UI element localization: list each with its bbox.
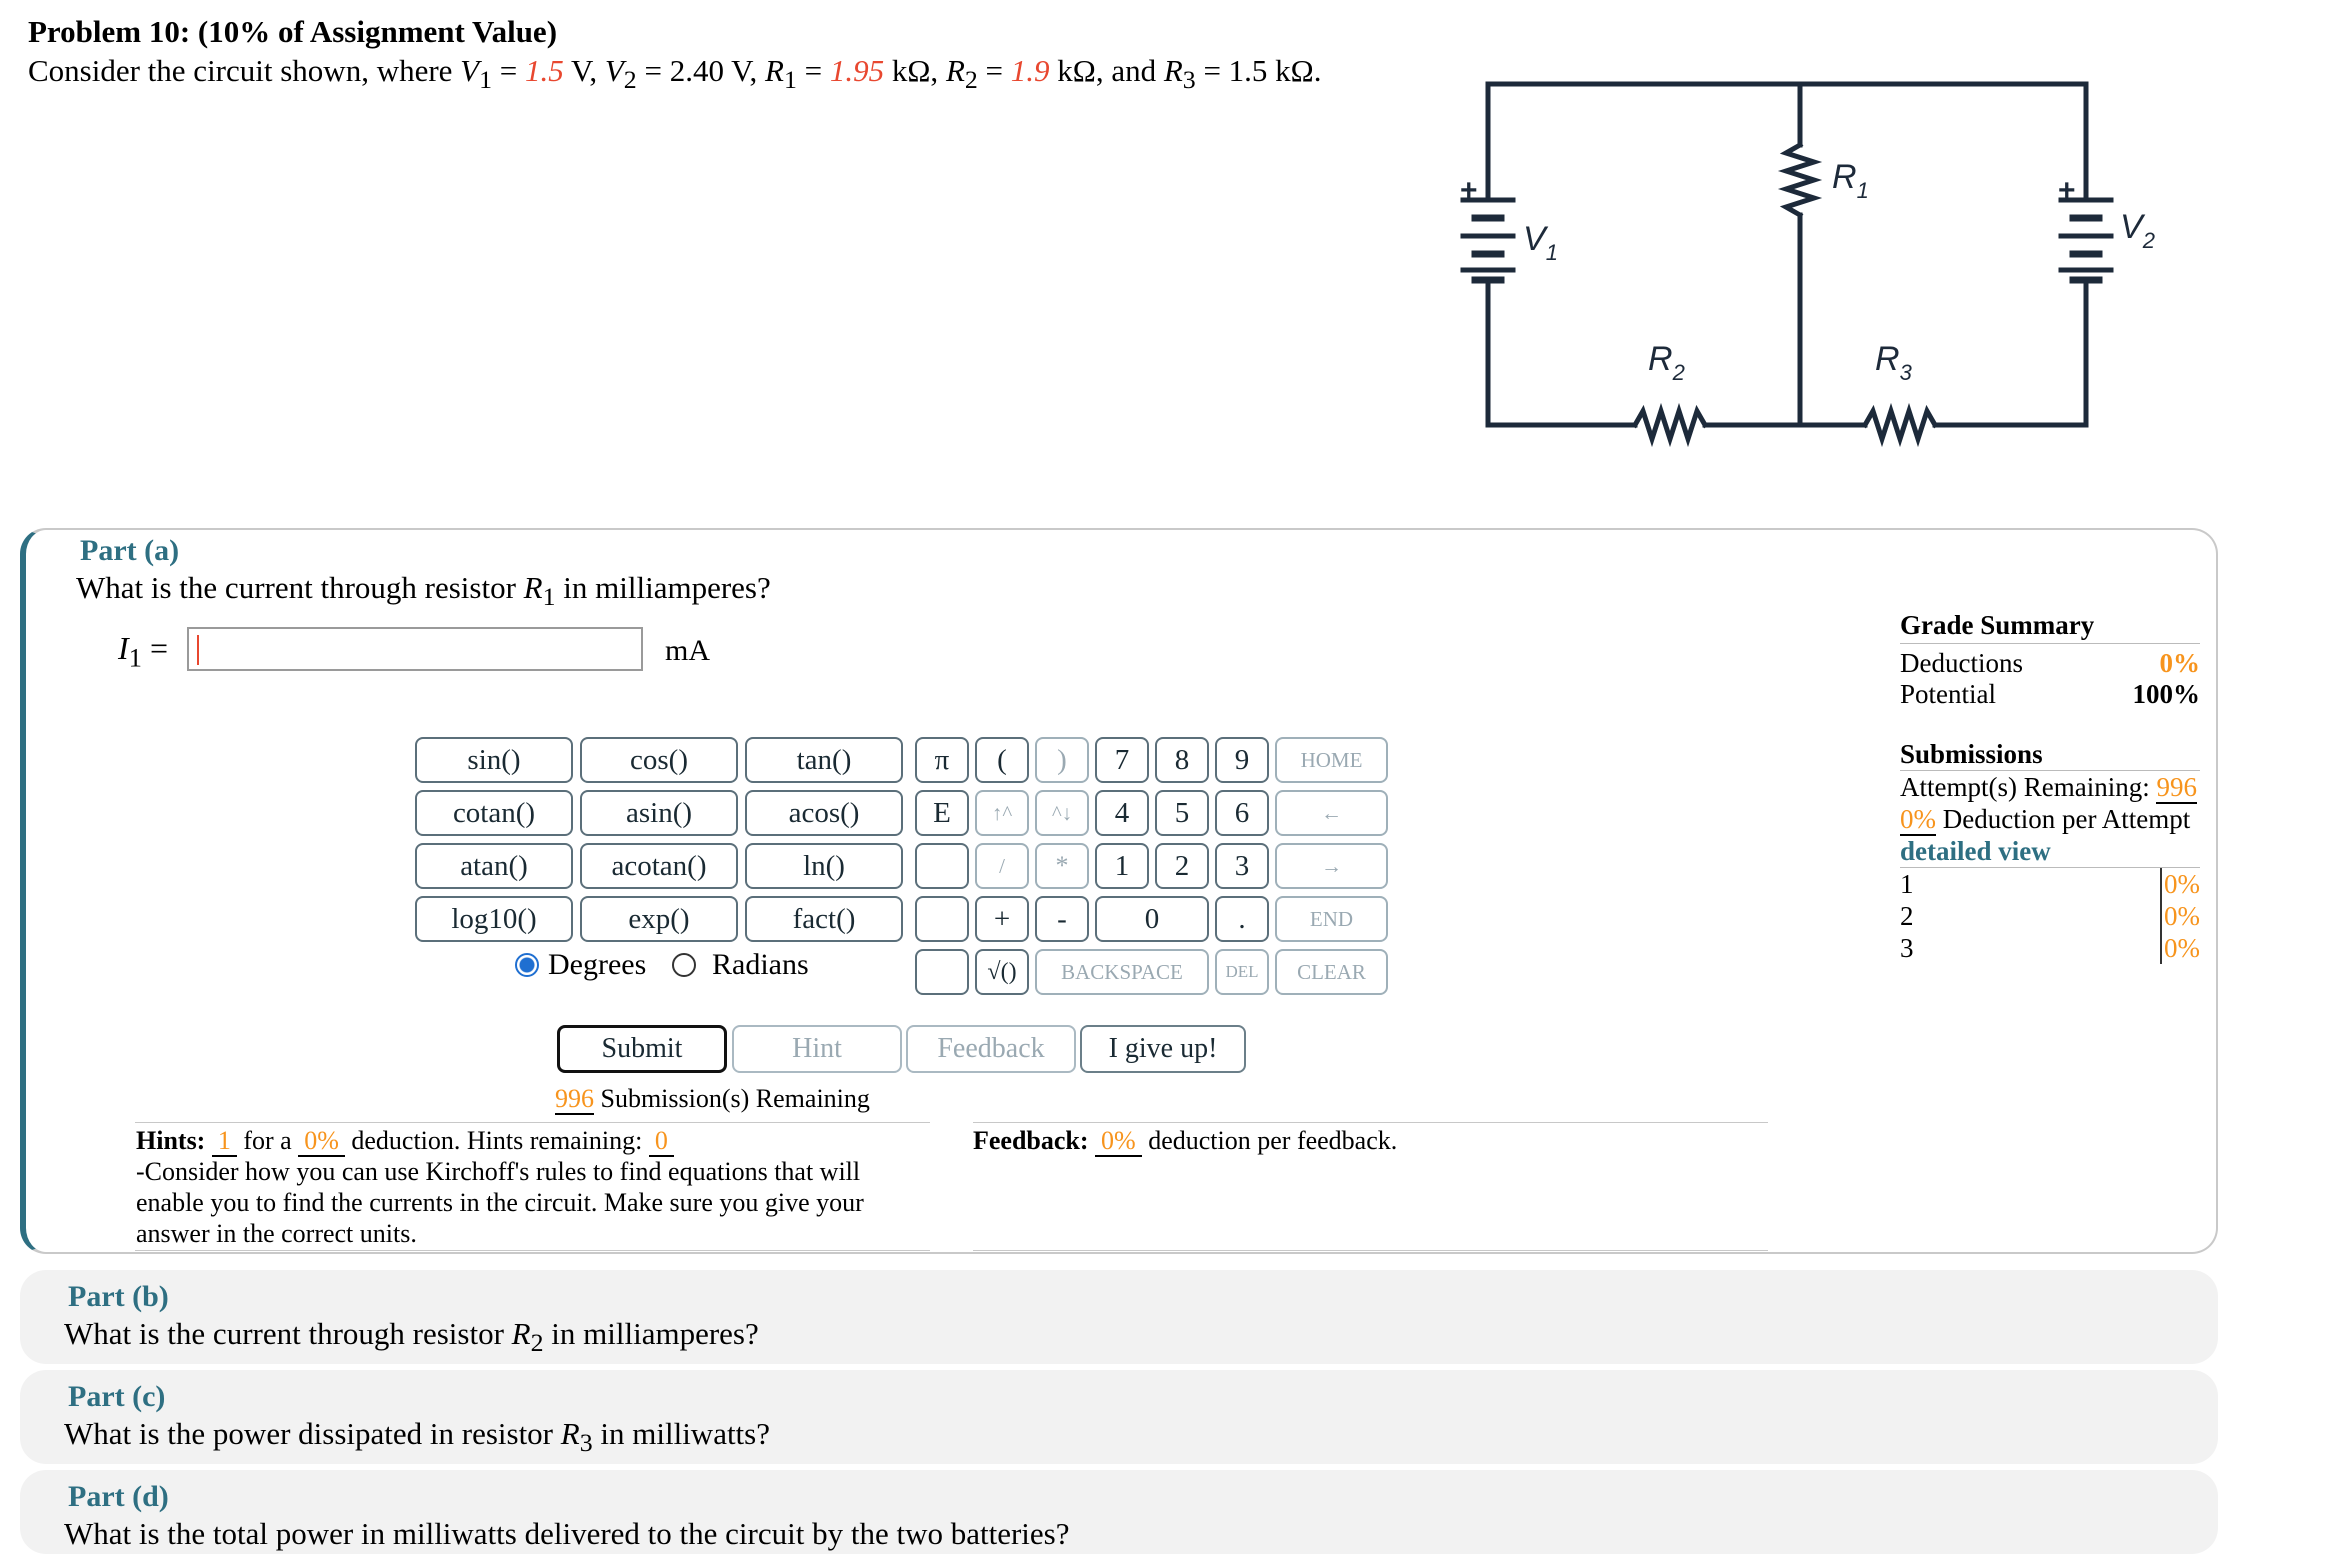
key-e[interactable]: E xyxy=(915,790,969,836)
key-0[interactable]: 0 xyxy=(1095,896,1209,942)
key-2[interactable]: 2 xyxy=(1155,843,1209,889)
give-up-button[interactable]: I give up! xyxy=(1080,1025,1246,1073)
hints-divider-top xyxy=(135,1122,930,1123)
key-7[interactable]: 7 xyxy=(1095,737,1149,783)
key-left-arrow[interactable]: ← xyxy=(1275,790,1388,836)
part-b-panel[interactable] xyxy=(20,1270,2218,1364)
r2-unit: kΩ, and xyxy=(1049,53,1164,88)
grade-summary xyxy=(1900,610,2200,710)
r1-symbol: R xyxy=(765,53,784,88)
r2-resistor xyxy=(1635,411,1705,439)
answer-sub: 1 xyxy=(128,642,142,673)
key-down[interactable]: ^↓ xyxy=(1035,790,1089,836)
key-acotan[interactable]: acotan() xyxy=(580,843,738,889)
submissions-remaining-label: Submission(s) Remaining xyxy=(594,1084,870,1113)
detailed-view-link[interactable]: detailed view xyxy=(1900,835,2200,868)
feedback-divider-top xyxy=(973,1122,1768,1123)
feedback-section xyxy=(973,1125,1397,1156)
question-sub: 1 xyxy=(542,582,556,612)
attempt-row xyxy=(1900,868,2200,900)
key-blank-2[interactable] xyxy=(915,896,969,942)
key-minus[interactable]: - xyxy=(1035,896,1089,942)
key-blank-1[interactable] xyxy=(915,843,969,889)
key-log10[interactable]: log10() xyxy=(415,896,573,942)
part-b-question xyxy=(64,1316,759,1358)
label-radians: Radians xyxy=(712,948,809,981)
part-b-question-post: in milliamperes? xyxy=(543,1316,759,1351)
submissions-summary xyxy=(1900,738,2200,964)
key-rparen[interactable]: ) xyxy=(1035,737,1089,783)
part-a-title: Part (a) xyxy=(80,534,180,567)
hints-deduction-label: deduction. Hints remaining: xyxy=(344,1126,649,1155)
radio-degrees[interactable] xyxy=(515,953,539,977)
part-c-title: Part (c) xyxy=(68,1380,166,1413)
question-pre: What is the current through resistor xyxy=(76,570,524,605)
key-atan[interactable]: atan() xyxy=(415,843,573,889)
key-slash[interactable]: / xyxy=(975,843,1029,889)
key-asin[interactable]: asin() xyxy=(580,790,738,836)
part-b-question-pre: What is the current through resistor xyxy=(64,1316,512,1351)
feedback-deduction-label: deduction per feedback. xyxy=(1141,1126,1398,1155)
part-d-panel[interactable] xyxy=(20,1470,2218,1554)
part-c-panel[interactable] xyxy=(20,1370,2218,1464)
hint-button[interactable]: Hint xyxy=(732,1025,902,1073)
r3-sub: 3 xyxy=(1182,65,1196,95)
v2-plus-sign: + xyxy=(2058,174,2076,207)
submissions-remaining-count: 996 xyxy=(555,1084,594,1113)
text-caret xyxy=(197,635,199,665)
key-dot[interactable]: . xyxy=(1215,896,1269,942)
key-6[interactable]: 6 xyxy=(1215,790,1269,836)
hints-divider-bottom xyxy=(135,1250,930,1251)
key-plus[interactable]: + xyxy=(975,896,1029,942)
eq1: = xyxy=(492,53,526,88)
hints-deduction: 0% xyxy=(298,1126,345,1157)
key-9[interactable]: 9 xyxy=(1215,737,1269,783)
key-right-arrow[interactable]: → xyxy=(1275,843,1388,889)
key-up[interactable]: ↑^ xyxy=(975,790,1029,836)
key-backspace[interactable]: BACKSPACE xyxy=(1035,949,1209,995)
submissions-title: Submissions xyxy=(1900,738,2200,771)
key-end[interactable]: END xyxy=(1275,896,1388,942)
r3-symbol: R xyxy=(1163,53,1183,88)
attempt-value: 0% xyxy=(2160,868,2200,900)
r2-value: 1.9 xyxy=(1010,53,1050,88)
hints-for-a: for a xyxy=(236,1126,299,1155)
problem-title: Problem 10: (10% of Assignment Value) xyxy=(28,14,558,49)
v1-value: 1.5 xyxy=(525,53,564,88)
deduction-per-attempt xyxy=(1900,803,2200,835)
attempt-row xyxy=(1900,900,2200,932)
deductions-value: 0% xyxy=(2159,648,2200,678)
key-sin[interactable]: sin() xyxy=(415,737,573,783)
part-c-question xyxy=(64,1416,770,1458)
key-sqrt[interactable]: √() xyxy=(975,949,1029,995)
key-ln[interactable]: ln() xyxy=(745,843,903,889)
hint-text: -Consider how you can use Kirchoff's rules to find equations that will enable you to find the currents in the circuit. Make sure you give your answer in the correct units. xyxy=(136,1157,864,1248)
attempt-row xyxy=(1900,932,2200,964)
submit-button[interactable]: Submit xyxy=(557,1025,727,1073)
potential-label: Potential xyxy=(1900,679,1996,709)
key-3[interactable]: 3 xyxy=(1215,843,1269,889)
question-post: in milliamperes? xyxy=(555,570,771,605)
answer-eq: = xyxy=(141,630,169,666)
attempt-number: 2 xyxy=(1900,901,1914,931)
answer-input[interactable] xyxy=(187,627,643,671)
v2-label: $V_2$ xyxy=(2120,208,2155,253)
v1-plus-sign: + xyxy=(1460,174,1478,207)
circuit-diagram xyxy=(1420,70,2180,450)
attempts-value: 996 xyxy=(2156,772,2197,802)
hints-label: Hints: xyxy=(136,1126,206,1155)
part-c-question-pre: What is the power dissipated in resistor xyxy=(64,1416,561,1451)
v1-label: $V_1$ xyxy=(1523,220,1558,265)
statement-intro: Consider the circuit shown, where xyxy=(28,53,461,88)
part-b-title: Part (b) xyxy=(68,1280,169,1313)
part-c-sub: 3 xyxy=(579,1428,593,1458)
key-lparen[interactable]: ( xyxy=(975,737,1029,783)
attempts-remaining xyxy=(1900,771,2200,803)
key-4[interactable]: 4 xyxy=(1095,790,1149,836)
r1-sub: 1 xyxy=(783,65,797,95)
potential-row xyxy=(1900,679,2200,710)
attempt-value: 0% xyxy=(2160,932,2200,964)
key-exp[interactable]: exp() xyxy=(580,896,738,942)
r2-symbol: R xyxy=(945,53,965,88)
key-clear[interactable]: CLEAR xyxy=(1275,949,1388,995)
deduction-per-attempt-label: Deduction per Attempt xyxy=(1936,804,2191,834)
part-a-question xyxy=(76,570,771,612)
answer-unit: mA xyxy=(665,634,710,667)
deductions-label: Deductions xyxy=(1900,648,2023,678)
r3-rest: = 1.5 kΩ. xyxy=(1195,53,1322,88)
v2-rest: = 2.40 V, xyxy=(636,53,766,88)
part-c-symbol: R xyxy=(560,1416,580,1451)
part-b-symbol: R xyxy=(511,1316,531,1351)
part-b-sub: 2 xyxy=(530,1328,544,1358)
part-c-question-post: in milliwatts? xyxy=(592,1416,770,1451)
feedback-label: Feedback: xyxy=(973,1126,1089,1155)
attempt-value: 0% xyxy=(2160,900,2200,932)
r1-value: 1.95 xyxy=(829,53,885,88)
eq3: = xyxy=(977,53,1011,88)
v1-symbol: V xyxy=(460,53,480,88)
r1-resistor xyxy=(1786,145,1814,215)
attempt-number: 3 xyxy=(1900,933,1914,963)
attempt-number: 1 xyxy=(1900,869,1914,899)
r1-unit: kΩ, xyxy=(884,53,946,88)
deduction-per-attempt-value: 0% xyxy=(1900,804,1936,834)
key-star[interactable]: * xyxy=(1035,843,1089,889)
v2-symbol: V xyxy=(604,53,624,88)
potential-value: 100% xyxy=(2132,679,2200,709)
part-d-question-pre: What is the total power in milliwatts delivered to the circuit by the two batteries? xyxy=(64,1516,1070,1551)
r2-label: $R_2$ xyxy=(1648,340,1685,385)
attempts-label: Attempt(s) Remaining: xyxy=(1900,772,2157,802)
label-degrees: Degrees xyxy=(548,948,647,981)
part-d-title: Part (d) xyxy=(68,1480,169,1513)
r2-sub: 2 xyxy=(964,65,978,95)
key-cotan[interactable]: cotan() xyxy=(415,790,573,836)
r3-label: $R_3$ xyxy=(1875,340,1912,385)
key-home[interactable]: HOME xyxy=(1275,737,1388,783)
r3-resistor xyxy=(1865,411,1935,439)
key-1[interactable]: 1 xyxy=(1095,843,1149,889)
answer-label xyxy=(118,630,168,673)
eq2: = xyxy=(796,53,830,88)
grade-summary-title: Grade Summary xyxy=(1900,610,2200,644)
part-d-question xyxy=(64,1516,1070,1552)
key-tan[interactable]: tan() xyxy=(745,737,903,783)
answer-symbol: I xyxy=(118,630,129,666)
key-acos[interactable]: acos() xyxy=(745,790,903,836)
key-5[interactable]: 5 xyxy=(1155,790,1209,836)
key-8[interactable]: 8 xyxy=(1155,737,1209,783)
key-fact[interactable]: fact() xyxy=(745,896,903,942)
hints-section xyxy=(136,1125,916,1249)
radio-radians[interactable] xyxy=(672,953,696,977)
v2-sub: 2 xyxy=(623,65,637,95)
question-symbol: R xyxy=(523,570,543,605)
feedback-deduction: 0% xyxy=(1095,1126,1142,1157)
hints-count: 1 xyxy=(212,1126,237,1157)
key-blank-3[interactable] xyxy=(915,949,969,995)
key-del[interactable]: DEL xyxy=(1215,949,1269,995)
hints-remaining: 0 xyxy=(649,1126,674,1157)
v1-sub: 1 xyxy=(479,65,493,95)
feedback-divider-bottom xyxy=(973,1250,1768,1251)
deductions-row xyxy=(1900,648,2200,679)
key-pi[interactable]: π xyxy=(915,737,969,783)
feedback-button[interactable]: Feedback xyxy=(906,1025,1076,1073)
key-cos[interactable]: cos() xyxy=(580,737,738,783)
v1-unit: V, xyxy=(563,53,605,88)
problem-statement xyxy=(28,52,1368,99)
submissions-remaining xyxy=(555,1084,870,1114)
r1-label: $R_1$ xyxy=(1832,158,1869,203)
